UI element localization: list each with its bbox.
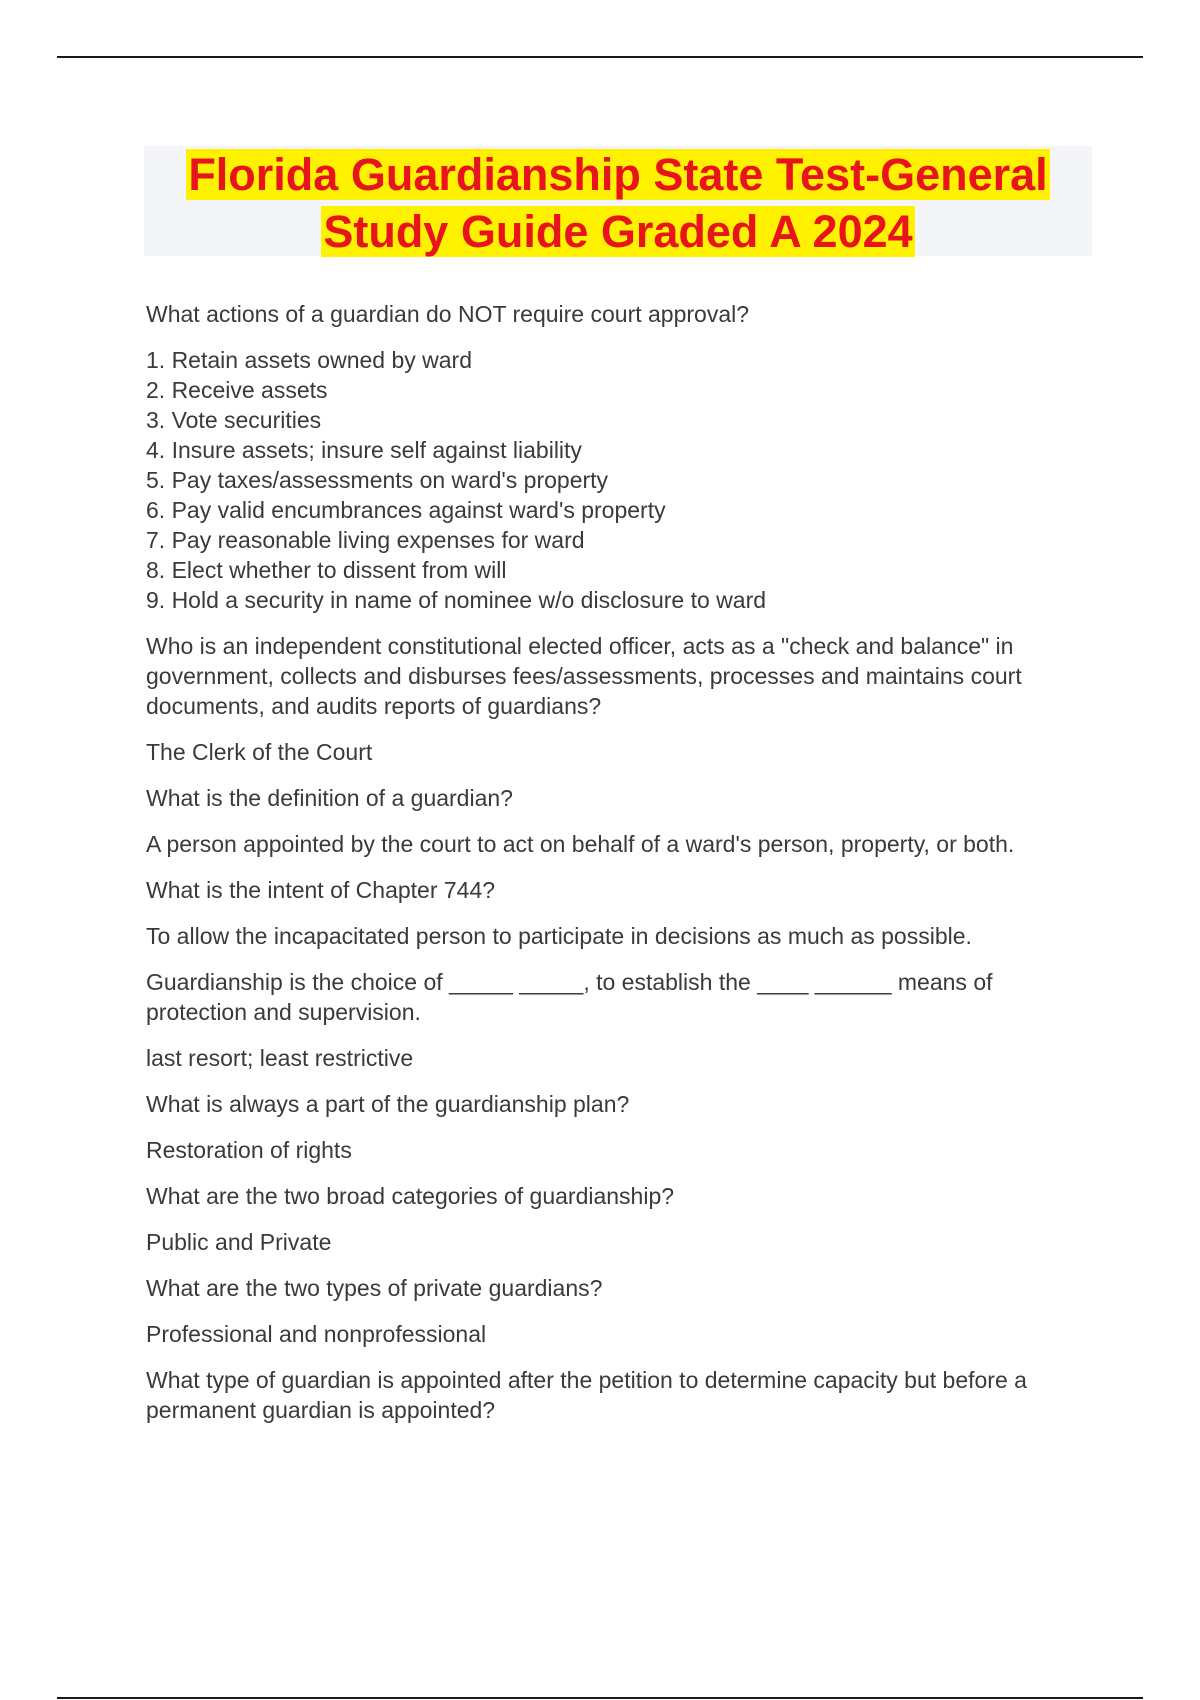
title-block	[144, 146, 1092, 256]
question-4: What is the intent of Chapter 744?	[146, 877, 496, 903]
question-7: What are the two broad categories of guardianship?	[146, 1183, 675, 1209]
list-item: 2. Receive assets	[146, 377, 328, 403]
title-line-2: Study Guide Graded A 2024	[323, 206, 913, 257]
answer-3: A person appointed by the court to act on behalf of a ward's person, property, or both.	[146, 831, 1015, 857]
document-title	[144, 146, 1092, 260]
list-item: 9. Hold a security in name of nominee w/o disclosure to ward	[146, 587, 767, 613]
question-5: Guardianship is the choice of _____ _____, to establish the ____ ______ means of protection and supervision.	[146, 969, 993, 1025]
question-9: What type of guardian is appointed after the petition to determine capacity but before a permanent guardian is appointed?	[146, 1367, 1027, 1423]
list-item: 7. Pay reasonable living expenses for ward	[146, 527, 585, 553]
bottom-rule	[57, 1697, 1143, 1699]
answer-7: Public and Private	[146, 1229, 332, 1255]
title-line-1: Florida Guardianship State Test-General	[188, 149, 1048, 200]
answer-8: Professional and nonprofessional	[146, 1321, 487, 1347]
answer-6: Restoration of rights	[146, 1137, 352, 1163]
list-item: 8. Elect whether to dissent from will	[146, 557, 507, 583]
answer-5: last resort; least restrictive	[146, 1045, 414, 1071]
list-item: 4. Insure assets; insure self against liability	[146, 437, 582, 463]
question-3: What is the definition of a guardian?	[146, 785, 513, 811]
list-item: 3. Vote securities	[146, 407, 322, 433]
list-item: 6. Pay valid encumbrances against ward's property	[146, 497, 666, 523]
question-2: Who is an independent constitutional elected officer, acts as a "check and balance" in government, collects and disburses fees/assessments, processes and maintains court documents, and audits reports of guardians?	[146, 633, 1022, 719]
answer-1-list	[146, 345, 1086, 615]
question-8: What are the two types of private guardians?	[146, 1275, 603, 1301]
study-guide-content	[146, 299, 1086, 1441]
question-6: What is always a part of the guardianship plan?	[146, 1091, 630, 1117]
list-item: 1. Retain assets owned by ward	[146, 347, 473, 373]
question-1: What actions of a guardian do NOT require court approval?	[146, 301, 750, 327]
top-rule	[57, 56, 1143, 58]
answer-4: To allow the incapacitated person to participate in decisions as much as possible.	[146, 923, 972, 949]
answer-2: The Clerk of the Court	[146, 739, 373, 765]
list-item: 5. Pay taxes/assessments on ward's property	[146, 467, 609, 493]
